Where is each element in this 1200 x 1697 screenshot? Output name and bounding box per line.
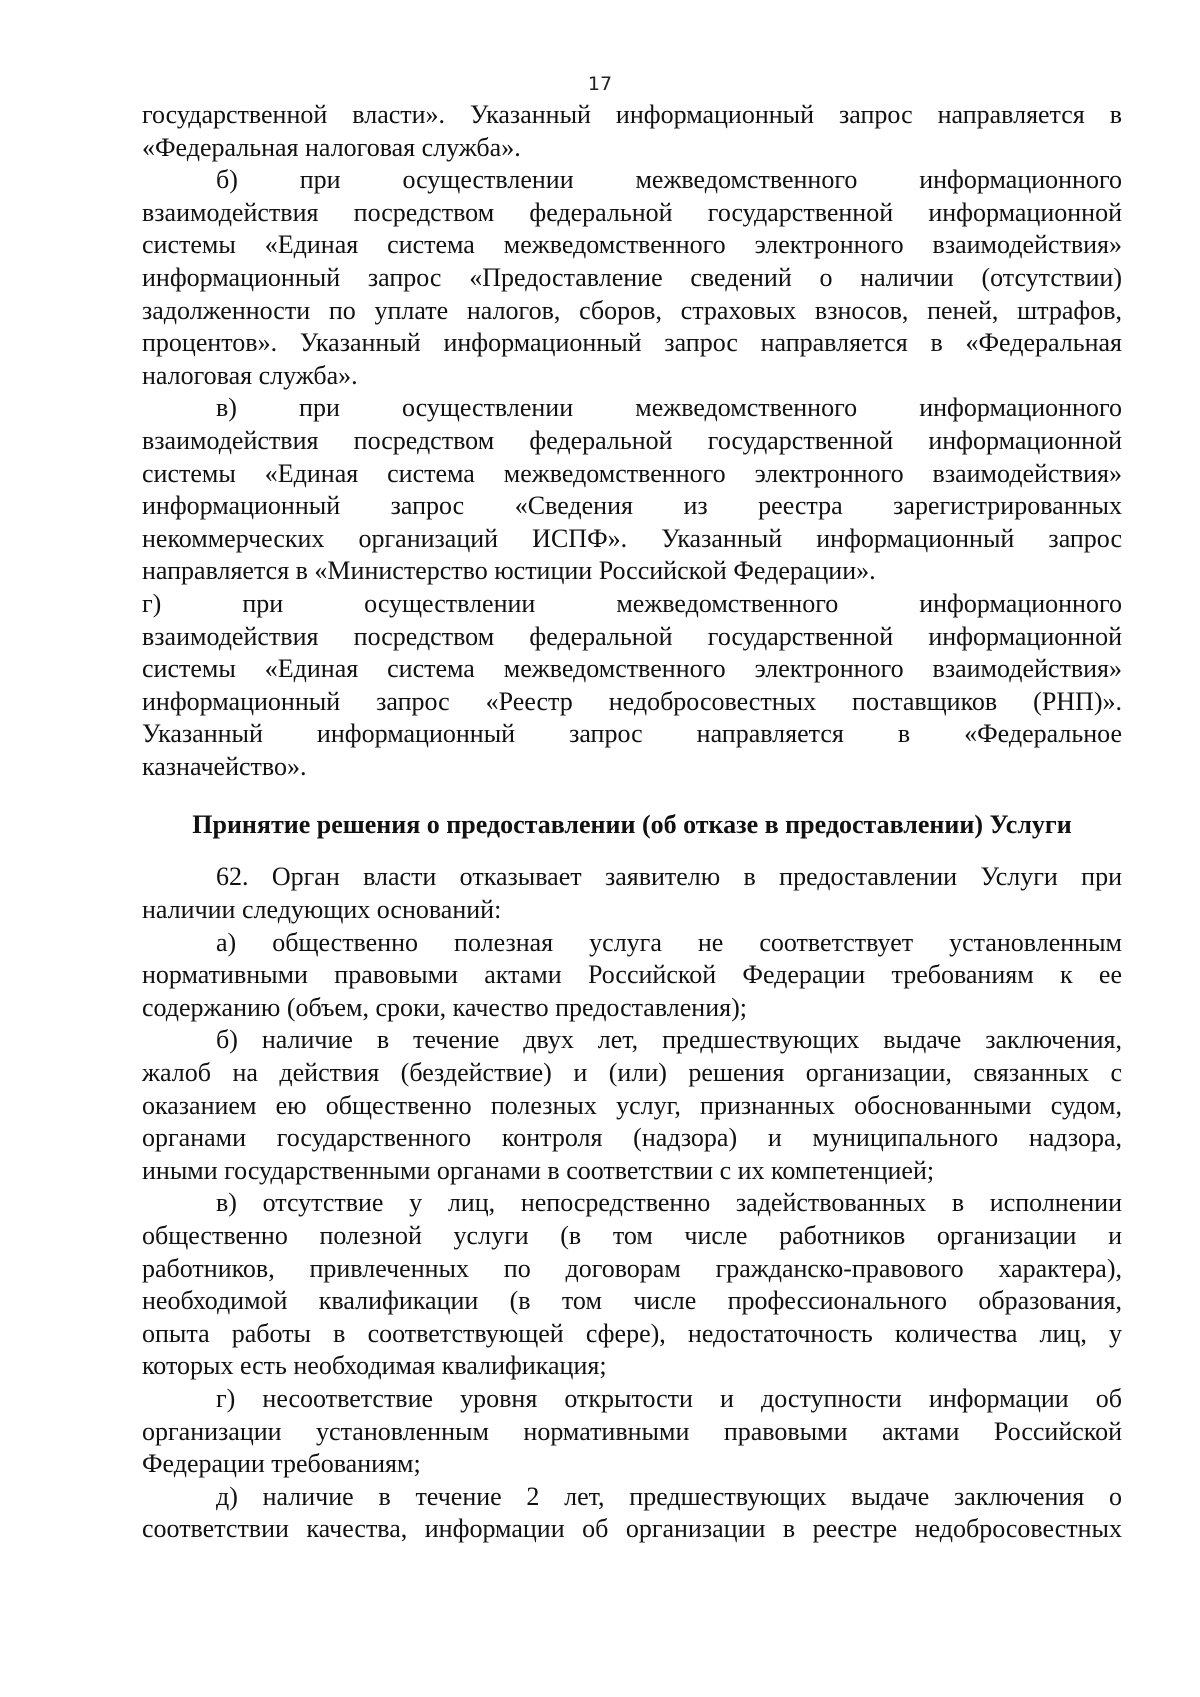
paragraph-line: содержанию (объем, сроки, качество предоставления); [142, 992, 747, 1022]
paragraph [142, 1481, 1122, 1546]
paragraph-line: опыта работы в соответствующей сфере), недостаточность количества лиц, у [142, 1318, 1122, 1348]
document-body [142, 99, 1122, 1546]
paragraph-line: д) наличие в течение 2 лет, предшествующих выдаче заключения о [216, 1481, 1122, 1511]
paragraph [142, 588, 1122, 784]
paragraph-line: нормативными правовыми актами Российской Федерации требованиям к ее [142, 960, 1122, 990]
page-number: 17 [587, 73, 613, 95]
paragraph-line: системы «Единая система межведомственного электронного взаимодействия» [142, 458, 1122, 488]
paragraph-line: казначейство». [142, 751, 307, 781]
paragraph [142, 927, 1122, 1025]
paragraph-line: общественно полезной услуги (в том числе работников организации и [142, 1221, 1122, 1250]
paragraph-line: «Федеральная налоговая служба». [142, 132, 521, 162]
paragraph-line: в) отсутствие у лиц, непосредственно задействованных в исполнении [216, 1188, 1122, 1218]
paragraph-line: соответствии качества, информации об организации в реестре недобросовестных [142, 1514, 1122, 1544]
paragraph-line: б) при осуществлении межведомственного информационного [216, 165, 1122, 195]
paragraph-line: 62. Орган власти отказывает заявителю в предоставлении Услуги при [216, 862, 1122, 892]
paragraph-line: которых есть необходимая квалификация; [142, 1351, 607, 1381]
paragraph-line: государственной власти». Указанный информационный запрос направляется в [142, 100, 1122, 129]
paragraph-line: взаимодействия посредством федеральной государственной информационной [142, 621, 1122, 651]
paragraph [142, 1024, 1122, 1187]
paragraph-line: процентов». Указанный информационный запрос направляется в «Федеральная [142, 328, 1122, 358]
bottom-paragraphs [142, 861, 1122, 1545]
paragraph-line: налоговая служба». [142, 360, 358, 390]
paragraph-line: а) общественно полезная услуга не соответствует установленным [216, 927, 1122, 957]
section-heading: Принятие решения о предоставлении (об отказе в предоставлении) Услуги [192, 810, 1072, 840]
paragraph-line: организации установленным нормативными правовыми актами Российской [142, 1416, 1122, 1446]
paragraph-line: необходимой квалификации (в том числе профессионального образования, [142, 1286, 1122, 1316]
paragraph-line: информационный запрос «Предоставление сведений о наличии (отсутствии) [142, 262, 1122, 292]
paragraph-line: оказанием ею общественно полезных услуг, признанных обоснованными судом, [142, 1090, 1122, 1120]
paragraph-line: наличии следующих оснований: [142, 895, 502, 925]
paragraph-line: Федерации требованиям; [142, 1449, 421, 1479]
paragraph-line: г) несоответствие уровня открытости и доступности информации об [216, 1383, 1122, 1413]
paragraph-line: системы «Единая система межведомственного электронного взаимодействия» [142, 654, 1122, 684]
paragraph-line: органами государственного контроля (надзора) и муниципального надзора, [142, 1123, 1122, 1153]
paragraph-line: направляется в «Министерство юстиции Российской Федерации». [142, 556, 876, 586]
paragraph-line: задолженности по уплате налогов, сборов, страховых взносов, пеней, штрафов, [142, 295, 1122, 325]
paragraph-line: б) наличие в течение двух лет, предшествующих выдаче заключения, [216, 1025, 1122, 1055]
paragraph-line: в) при осуществлении межведомственного информационного [216, 393, 1122, 423]
paragraph-line: системы «Единая система межведомственного электронного взаимодействия» [142, 230, 1122, 260]
paragraph [142, 392, 1122, 588]
paragraph [142, 99, 1122, 164]
paragraph-line: информационный запрос «Сведения из реестра зарегистрированных [142, 491, 1122, 521]
paragraph-line: иными государственными органами в соответствии с их компетенцией; [142, 1155, 935, 1185]
paragraph-line: некоммерческих организаций ИСПФ». Указанный информационный запрос [142, 523, 1122, 553]
paragraph [142, 861, 1122, 926]
paragraph-line: взаимодействия посредством федеральной государственной информационной [142, 197, 1122, 227]
paragraph [142, 1187, 1122, 1383]
paragraph [142, 164, 1122, 392]
paragraph-line: Указанный информационный запрос направляется в «Федеральное [142, 719, 1122, 749]
top-paragraphs [142, 99, 1122, 783]
paragraph-line: г) при осуществлении межведомственного информационного [142, 588, 1122, 618]
paragraph-line: работников, привлеченных по договорам гражданско-правового характера), [142, 1253, 1122, 1283]
paragraph-line: жалоб на действия (бездействие) и (или) решения организации, связанных с [142, 1058, 1122, 1088]
paragraph-line: взаимодействия посредством федеральной государственной информационной [142, 425, 1122, 455]
paragraph [142, 1383, 1122, 1481]
paragraph-line: информационный запрос «Реестр недобросовестных поставщиков (РНП)». [142, 686, 1122, 716]
